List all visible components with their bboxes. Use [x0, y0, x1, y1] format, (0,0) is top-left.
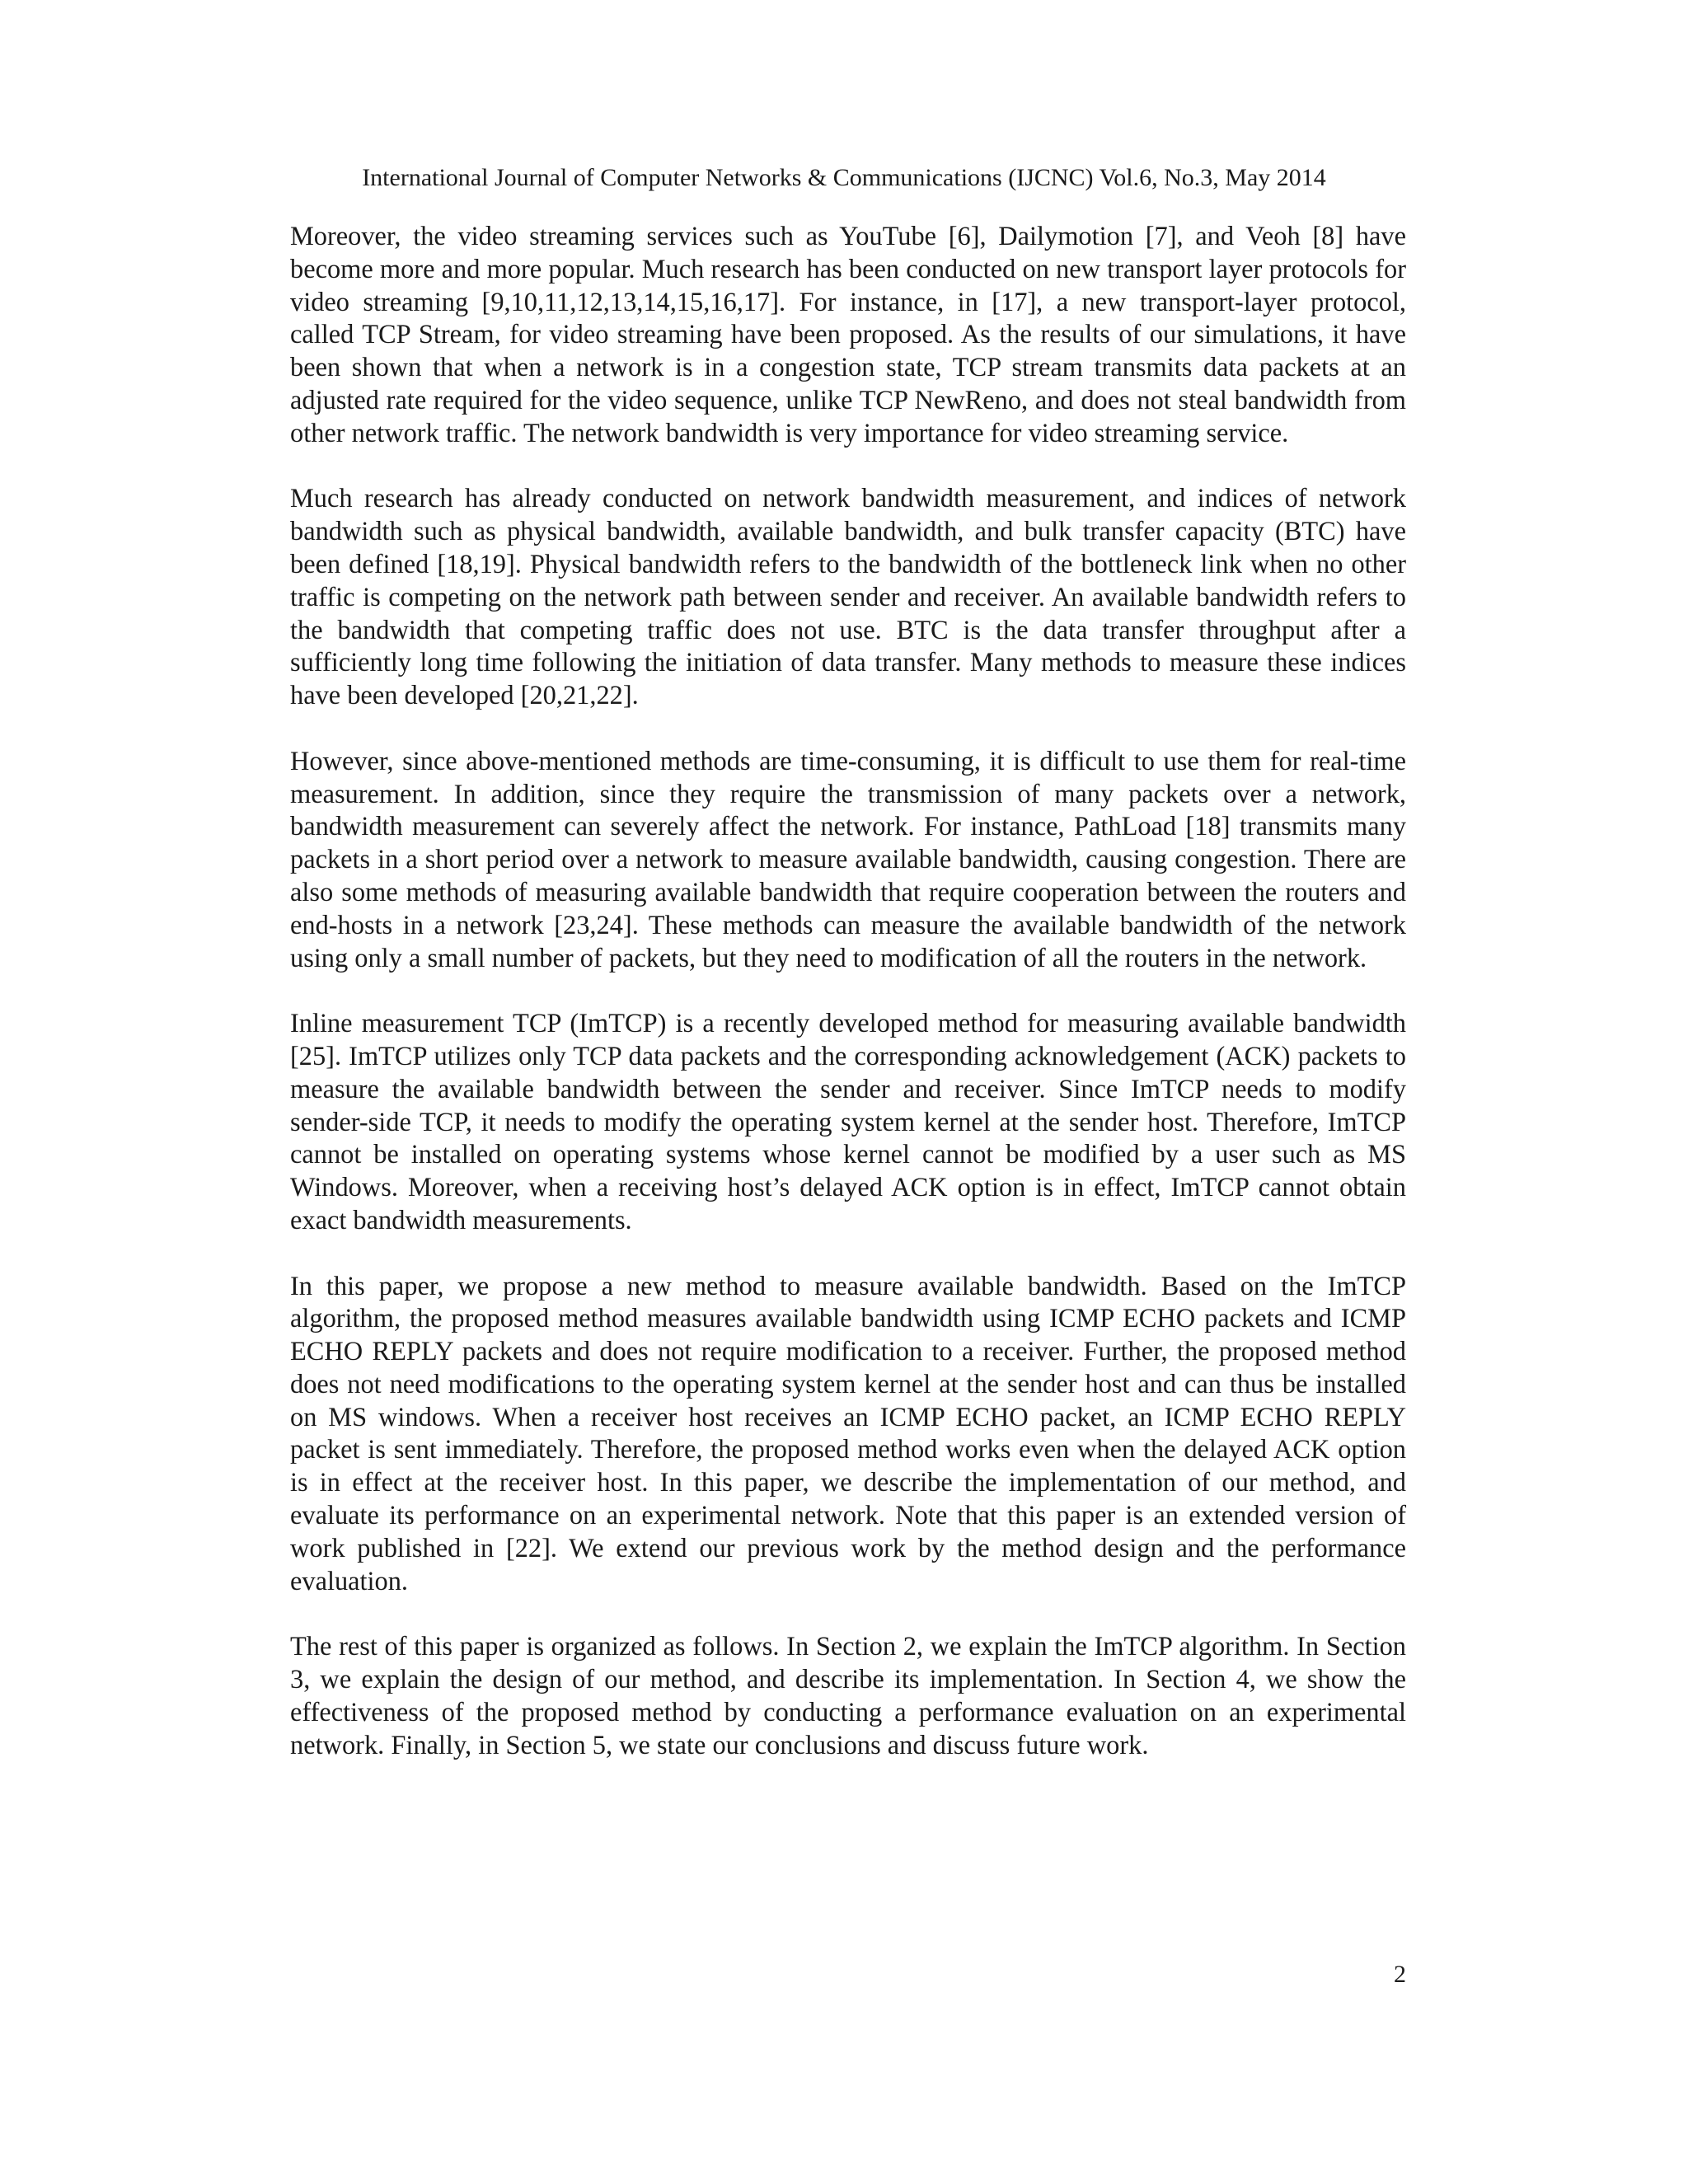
paragraph-paper-organization: The rest of this paper is organized as follows. In Section 2, we explain the ImTCP algorithm. In Section 3, we explain the design of our method, and describe its implementation. In Section 4, we show the effectiveness of the proposed method by conducting a performance evaluation on an experimental network. Finally, in Section 5, we state our conclusions and discuss future work.	[290, 1632, 1406, 1760]
paragraph-proposed-method: In this paper, we propose a new method to measure available bandwidth. Based on the ImTCP algorithm, the proposed method measures available bandwidth using ICMP ECHO packets and ICMP ECHO REPLY packets and does not require modification to a receiver. Further, the proposed method does not need modifications to the operating system kernel at the sender host and can thus be installed on MS windows. When a receiver host receives an ICMP ECHO packet, an ICMP ECHO REPLY packet is sent immediately. Therefore, the proposed method works even when the delayed ACK option is in effect at the receiver host. In this paper, we describe the implementation of our method, and evaluate its performance on an experimental network. Note that this paper is an extended version of work published in [22]. We extend our previous work by the method design and the performance evaluation.	[290, 1271, 1406, 1596]
paragraph-video-streaming: Moreover, the video streaming services such as YouTube [6], Dailymotion [7], and Veoh [8] have become more and more popular. Much research has been conducted on new transport layer protocols for video streaming [9,10,11,12,13,14,15,16,17]. For instance, in [17], a new transport-layer protocol, called TCP Stream, for video streaming have been proposed. As the results of our simulations, it have been shown that when a network is in a congestion state, TCP stream transmits data packets at an adjusted rate required for the video sequence, unlike TCP NewReno, and does not steal bandwidth from other network traffic. The network bandwidth is very importance for video streaming service.	[290, 222, 1406, 448]
body-text	[290, 221, 1406, 1795]
running-header: International Journal of Computer Networks & Communications (IJCNC) Vol.6, No.3, May 2014	[362, 164, 1326, 191]
page-number: 2	[1394, 1961, 1406, 1988]
paragraph-measurement-limitations: However, since above-mentioned methods are time-consuming, it is difficult to use them for real-time measurement. In addition, since they require the transmission of many packets over a network, bandwidth measurement can severely affect the network. For instance, PathLoad [18] transmits many packets in a short period over a network to measure available bandwidth, causing congestion. There are also some methods of measuring available bandwidth that require cooperation between the routers and end-hosts in a network [23,24]. These methods can measure the available bandwidth of the network using only a small number of packets, but they need to modification of all the routers in the network.	[290, 746, 1406, 973]
paragraph-imtcp: Inline measurement TCP (ImTCP) is a recently developed method for measuring available bandwidth [25]. ImTCP utilizes only TCP data packets and the corresponding acknowledgement (ACK) packets to measure the available bandwidth between the sender and receiver. Since ImTCP needs to modify sender-side TCP, it needs to modify the operating system kernel at the sender host. Therefore, ImTCP cannot be installed on operating systems whose kernel cannot be modified by a user such as MS Windows. Moreover, when a receiving host’s delayed ACK option is in effect, ImTCP cannot obtain exact bandwidth measurements.	[290, 1009, 1406, 1235]
paragraph-bandwidth-indices: Much research has already conducted on network bandwidth measurement, and indices of network bandwidth such as physical bandwidth, available bandwidth, and bulk transfer capacity (BTC) have been defined [18,19]. Physical bandwidth refers to the bandwidth of the bottleneck link when no other traffic is competing on the network path between sender and receiver. An available bandwidth refers to the bandwidth that competing traffic does not use. BTC is the data transfer throughput after a sufficiently long time following the initiation of data transfer. Many methods to measure these indices have been developed [20,21,22].	[290, 484, 1406, 711]
